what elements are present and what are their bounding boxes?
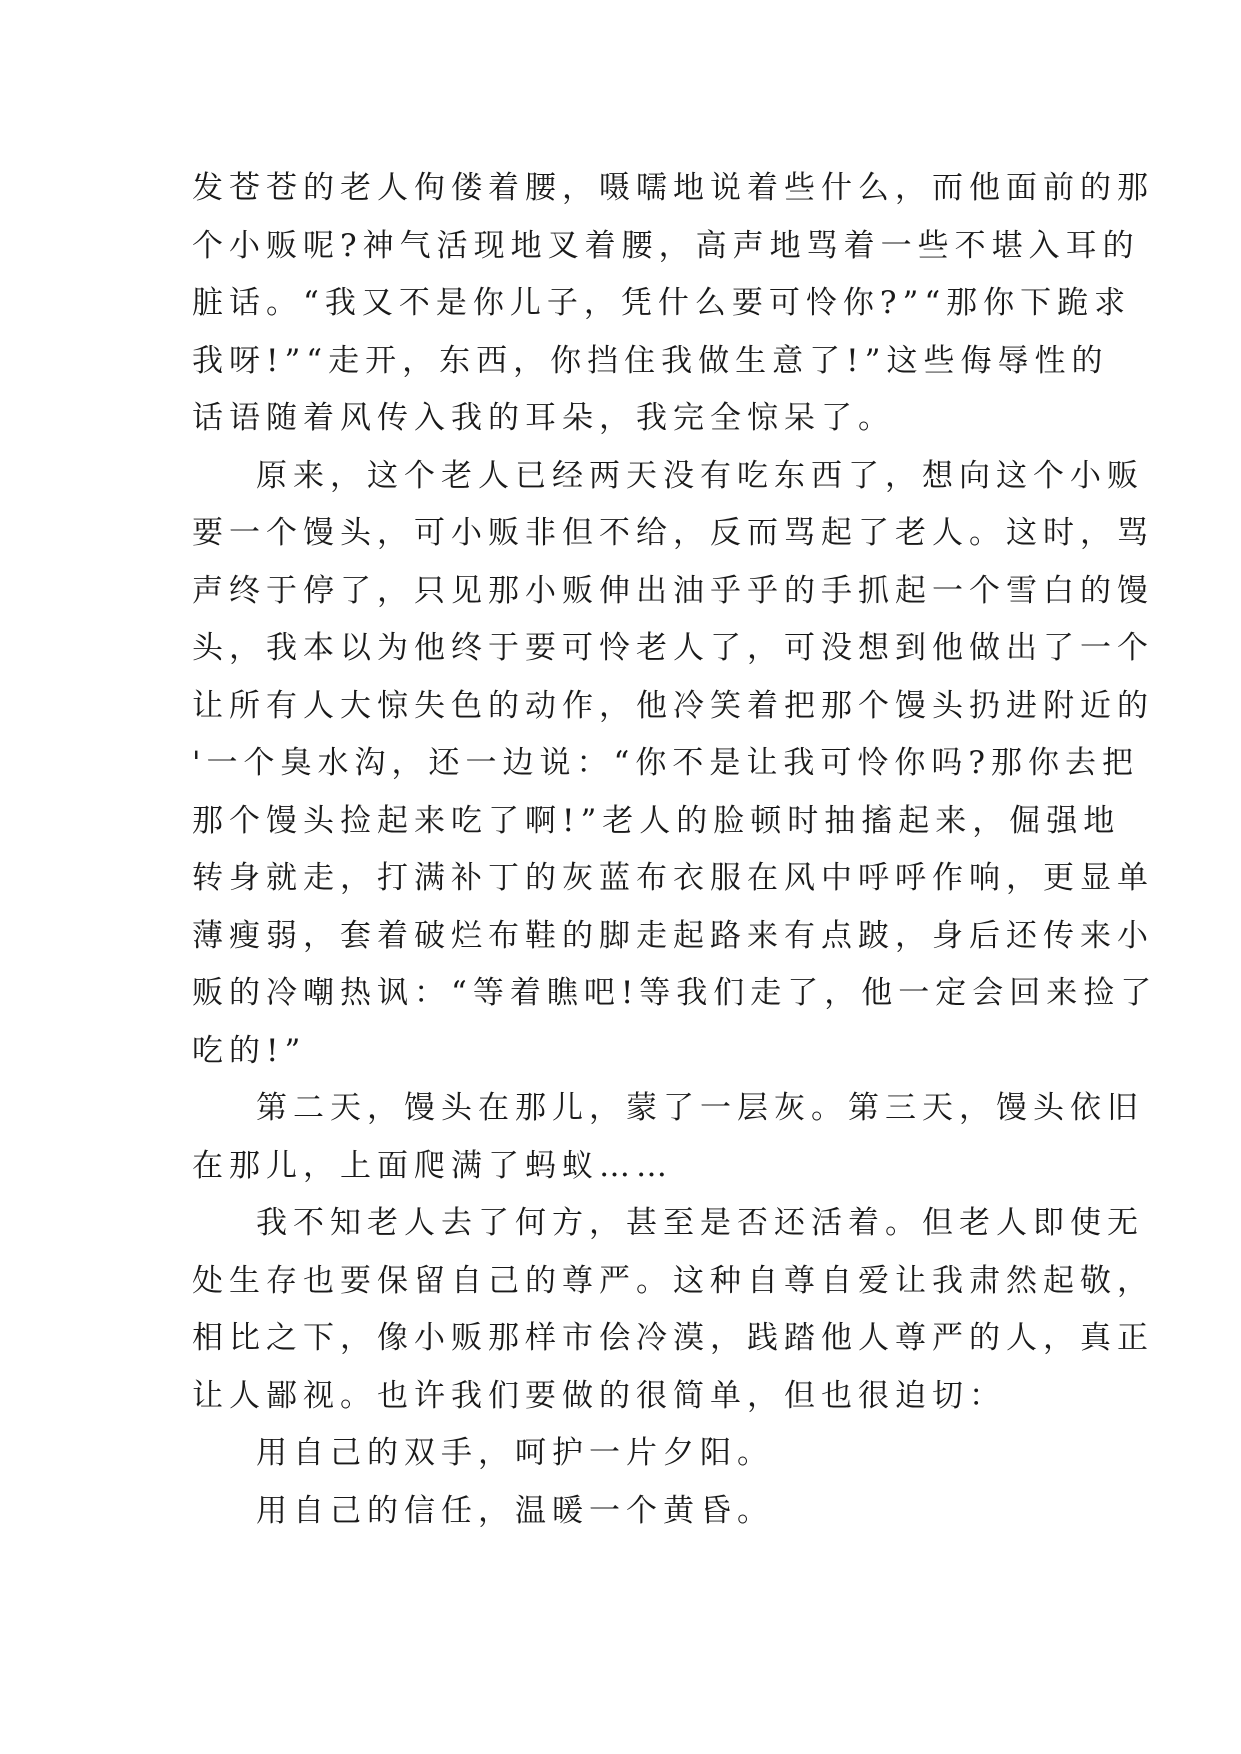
text-line: 个小贩呢?神气活现地叉着腰，高声地骂着一些不堪入耳的	[192, 227, 1140, 264]
text-line: 声终于停了，只见那小贩伸出油乎乎的手抓起一个雪白的馒	[192, 572, 1154, 609]
text-line: 头，我本以为他终于要可怜老人了，可没想到他做出了一个	[192, 630, 1154, 666]
text-line: 贩的冷嘲热讽：“等着瞧吧!等我们走了，他一定会回来捡了	[192, 975, 1158, 1011]
paragraph-start-line: 用自己的双手，呵护一片夕阳。	[256, 1435, 774, 1471]
text-line: 脏话。“我又不是你儿子，凭什么要可怜你?”“那你下跪求	[192, 285, 1132, 321]
text-line: 要一个馒头，可小贩非但不给，反而骂起了老人。这时，骂	[192, 515, 1154, 551]
text-line: 发苍苍的老人佝偻着腰，嗫嚅地说着些什么，而他面前的那	[192, 170, 1154, 206]
paragraph-start-line: 第二天，馒头在那儿，蒙了一层灰。第三天，馒头依旧	[256, 1090, 1144, 1126]
body-text	[192, 160, 1158, 1540]
text-line: 处生存也要保留自己的尊严。这种自尊自爱让我肃然起敬，	[192, 1262, 1154, 1299]
text-line: 吃的!”	[192, 1032, 307, 1069]
paragraph-start-line: 用自己的信任，温暖一个黄昏。	[256, 1492, 774, 1529]
text-line: 我呀!”“走开，东西，你挡住我做生意了!”这些侮辱性的	[192, 342, 1109, 379]
text-line: '一个臭水沟，还一边说：“你不是让我可怜你吗?那你去把	[192, 745, 1139, 781]
text-line: 在那儿，上面爬满了蚂蚁……	[192, 1147, 673, 1184]
text-line: 让人鄙视。也许我们要做的很简单，但也很迫切：	[192, 1377, 1006, 1414]
text-line: 薄瘦弱，套着破烂布鞋的脚走起路来有点跛，身后还传来小	[192, 917, 1154, 954]
text-line: 转身就走，打满补丁的灰蓝布衣服在风中呼呼作响，更显单	[192, 860, 1154, 896]
text-line: 那个馒头捡起来吃了啊!”老人的脸顿时抽搐起来，倔强地	[192, 802, 1121, 839]
paragraph-start-line: 我不知老人去了何方，甚至是否还活着。但老人即使无	[256, 1205, 1144, 1241]
paragraph-start-line: 原来，这个老人已经两天没有吃东西了，想向这个小贩	[256, 457, 1144, 494]
text-line: 相比之下，像小贩那样市侩冷漠，践踏他人尊严的人，真正	[192, 1320, 1154, 1356]
text-line: 让所有人大惊失色的动作，他冷笑着把那个馒头扔进附近的	[192, 687, 1154, 724]
text-line: 话语随着风传入我的耳朵，我完全惊呆了。	[192, 400, 895, 436]
